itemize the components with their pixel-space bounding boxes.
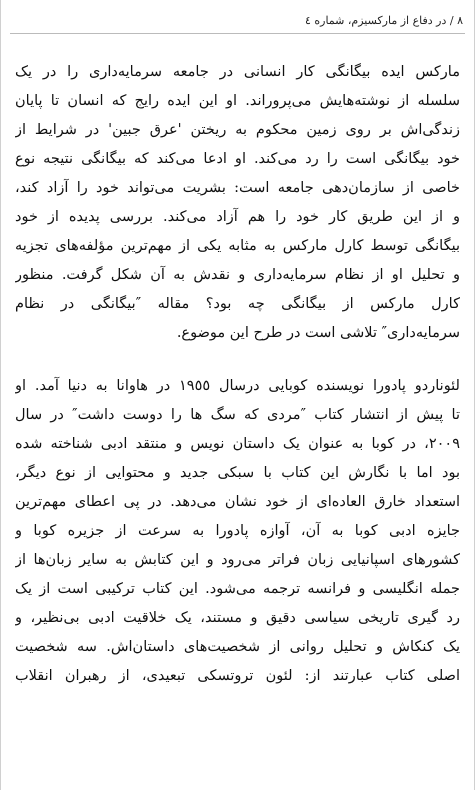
text-line: زندگی‌اش بر روی زمین محکوم به ریختن 'عرق جبین' در شرایط از: [15, 122, 460, 138]
text-line: خاصی از سازمان‌دهی جامعه است: بشریت می‌تواند خود را آزاد کند،: [15, 180, 460, 196]
text-line: رد گیری تاریخی سیاسی دقیق و مستند، یک خلاقیت ادبی بی‌نظیر، و: [15, 610, 460, 626]
text-line: مارکس ایده بیگانگی کار انسانی در جامعه سرمایه‌داری را در یک: [15, 64, 460, 80]
text-line: جایزه ادبی کوبا به آن، آوازه پادورا به سرعت از جزیره کوبا و: [15, 523, 460, 539]
text-line: تا پیش از انتشار کتاب ″مردی که سگ ها را دوست داشت″ در سال: [15, 407, 460, 423]
text-line: اصلی کتاب عبارتند از: لئون تروتسکی تبعیدی، از رهبران انقلاب: [15, 668, 460, 684]
text-line: ٢٠٠٩، در کوبا به عنوان یک داستان نویس و منتقد ادبی شناخته شده: [15, 436, 460, 452]
text-line: بود اما با نگارش این کتاب با سبکی جدید و محتوایی از نوع دیگر،: [15, 465, 460, 481]
running-header: ٨ / در دفاع از مارکسیزم، شماره ٤: [304, 14, 463, 27]
text-line: و تحلیل او از نظام سرمایه‌داری و نقدش به آن شکل گرفت. منظور: [15, 267, 460, 283]
body-text: [15, 58, 460, 691]
text-line: و از این طریق کار خود را هم آزاد می‌کند. بررسی پدیده از خود: [15, 209, 460, 225]
text-line: کشورهای اسپانیایی زبان فراتر می‌رود و این کتابش به سایر زبان‌ها از: [15, 552, 460, 568]
text-line: سلسله از نوشته‌هایش می‌پروراند. او این ایده رایج که انسان تا پایان: [15, 93, 460, 109]
paragraph-spacing: [15, 348, 460, 372]
text-line: استعداد خارق العاده‌ای از خود نشان می‌دهد. در پی اعطای مهم‌ترین: [15, 494, 460, 510]
text-line: بیگانگی توسط کارل مارکس به مثابه یکی از مهم‌ترین مؤلفه‌های تجزیه: [15, 238, 460, 254]
text-line: خود بیگانگی است را رد می‌کند. او ادعا می‌کند که بیگانگی نتیجه نوع: [15, 151, 460, 167]
text-line: یک کنکاش و تحلیل روانی از شخصیت‌های داستان‌اش. سه شخصیت: [15, 639, 460, 655]
header-divider: [10, 33, 465, 34]
text-line: سرمایه‌داری″ تلاشی است در طرح این موضوع.: [176, 325, 460, 341]
paragraph-marx-alienation: [15, 58, 460, 348]
page-edge-left: [0, 0, 1, 790]
paragraph-padura: [15, 372, 460, 691]
text-line: جمله انگلیسی و فرانسه ترجمه می‌شود. این کتاب ترکیبی است از یک: [15, 581, 460, 597]
text-line: لئوناردو پادورا نویسنده کوبایی درسال ١٩٥٥ در هاوانا به دنیا آمد. او: [15, 378, 460, 394]
text-line: کارل مارکس از بیگانگی چه بود؟ مقاله ″بیگانگی در نظام: [15, 296, 460, 312]
